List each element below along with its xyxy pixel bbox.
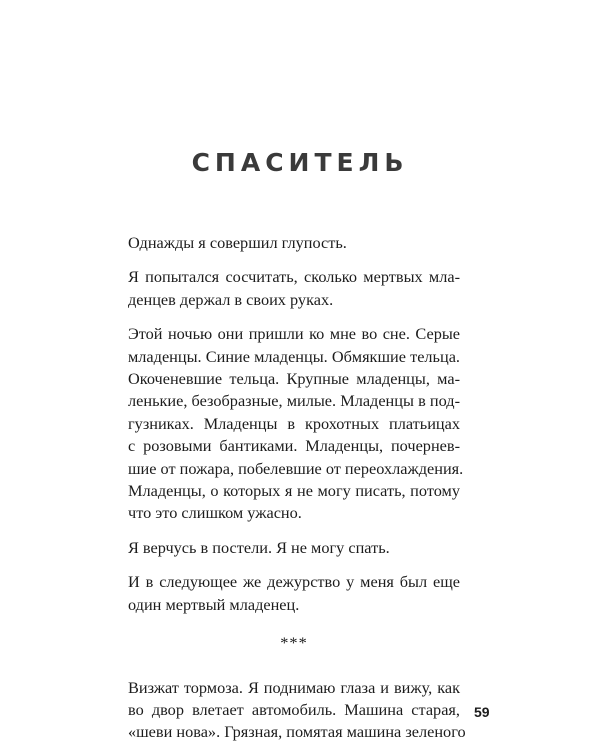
paragraph — [128, 537, 460, 559]
paragraph — [128, 232, 460, 254]
paragraph — [128, 571, 460, 616]
chapter-title: СПАСИТЕЛЬ — [191, 148, 409, 177]
text-line: Младенцы, о которых я не могу писать, потому — [128, 481, 460, 501]
text-line: один мертвый младенец. — [128, 594, 300, 614]
text-line: во двор влетает автомобиль. Машина старая, — [128, 699, 460, 719]
text-line: «шеви нова». Грязная, помятая машина зеленого — [128, 722, 466, 742]
text-line: гузниках. Младенцы в крохотных платьицах — [128, 413, 460, 433]
text-line: младенцы. Синие младенцы. Обмякшие тельца. — [128, 346, 460, 366]
text-line: Однажды я совершил глупость. — [128, 233, 347, 252]
body-text — [128, 232, 466, 756]
text-line: Визжат тормоза. Я поднимаю глаза и вижу, как — [128, 677, 460, 697]
text-line: ленькие, безобразные, милые. Младенцы в под- — [128, 391, 460, 411]
text-line: И в следующее же дежурство у меня был еще — [128, 572, 460, 592]
paragraph — [128, 323, 464, 525]
text-line: денцев держал в своих руках. — [128, 289, 334, 309]
paragraph — [128, 677, 466, 744]
text-line: Я попытался сосчитать, сколько мертвых мла- — [128, 267, 460, 287]
page-number: 59 — [474, 704, 490, 720]
text-line: Этой ночью они пришли ко мне во сне. Серые — [128, 324, 460, 344]
text-line: Я верчусь в постели. Я не могу спать. — [128, 537, 390, 557]
text-line: что это слишком ужасно. — [128, 503, 302, 523]
paragraph — [128, 266, 460, 311]
section-separator: *** — [280, 633, 308, 653]
text-line: шие от пожара, побелевшие от переохлаждения. — [128, 458, 464, 478]
text-line: с розовыми бантиками. Младенцы, почернев- — [128, 436, 460, 456]
text-line: Окоченевшие тельца. Крупные младенцы, ма- — [128, 369, 460, 389]
